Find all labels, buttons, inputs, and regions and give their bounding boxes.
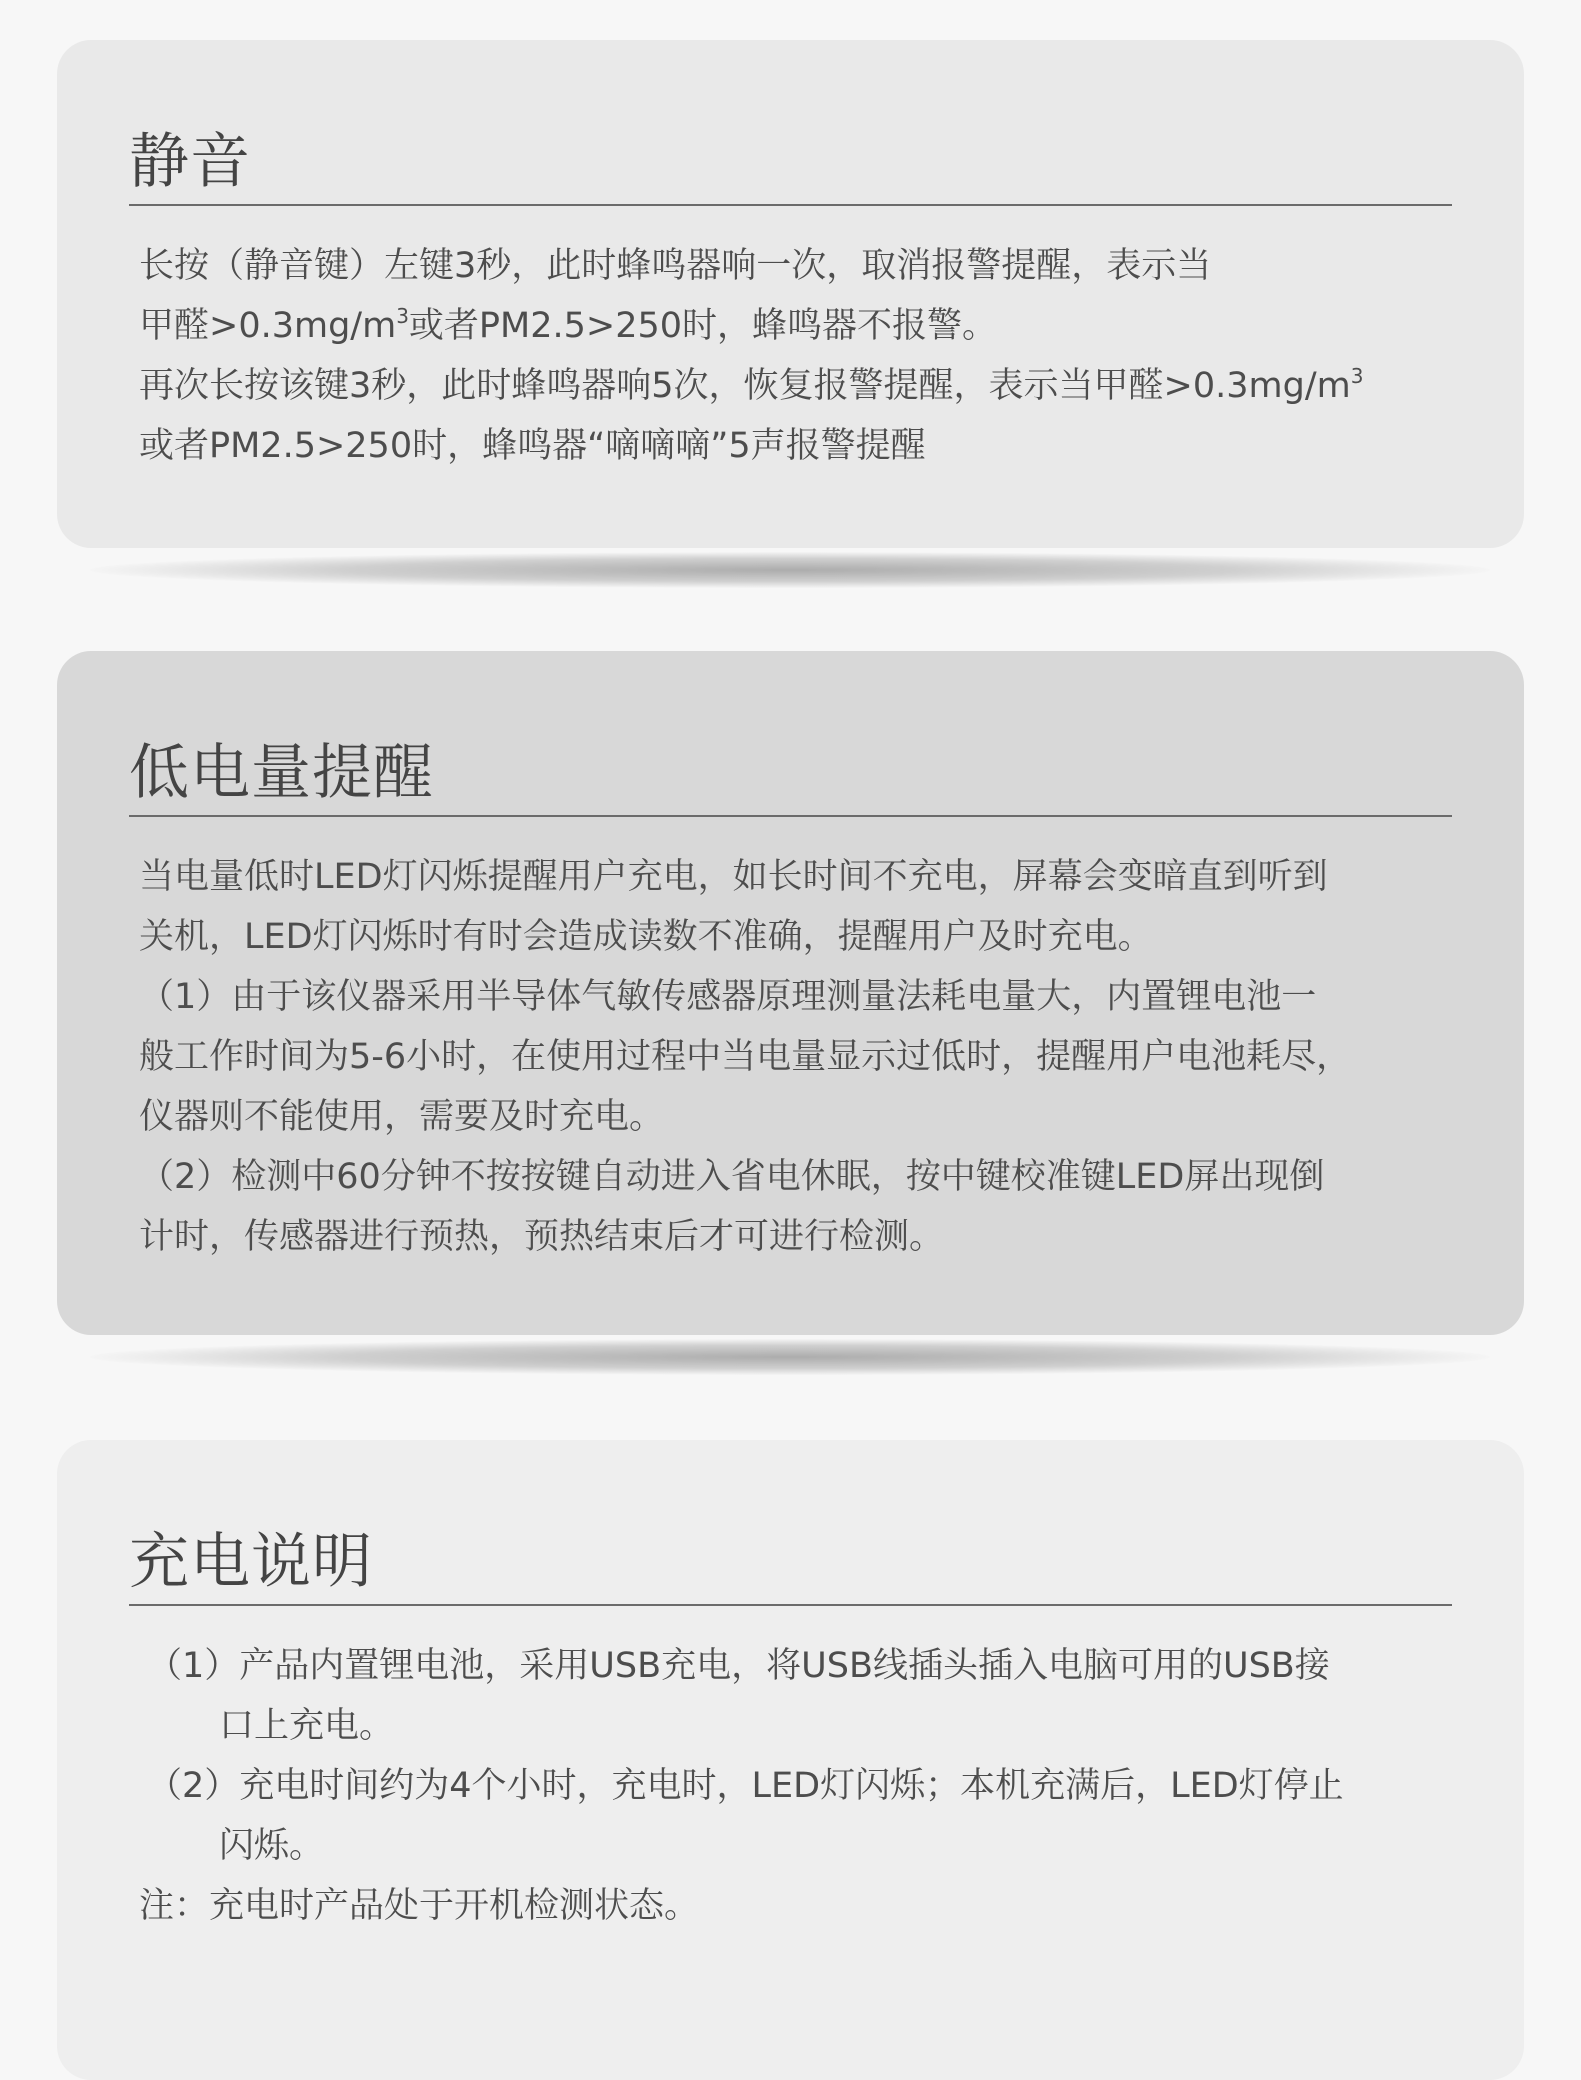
low-battery-line-5: 仪器则不能使用，需要及时充电。 [139, 1097, 665, 1137]
low-battery-card [57, 651, 1524, 1335]
charging-item-1-line-1: （1）产品内置锂电池，采用USB充电，将USB线插头插入电脑可用的USB接 [147, 1646, 1330, 1686]
mute-line-2-superscript: 3 [396, 304, 409, 328]
low-battery-line-7: 计时，传感器进行预热，预热结束后才可进行检测。 [139, 1217, 945, 1257]
charging-note: 注：充电时产品处于开机检测状态。 [139, 1886, 700, 1926]
low-battery-line-1: 当电量低时LED灯闪烁提醒用户充电，如长时间不充电，屏幕会变暗直到听到 [139, 857, 1328, 897]
charging-item-1 [129, 1636, 1452, 1756]
mute-line-2-text-a: 甲醛>0.3mg/m [139, 306, 397, 346]
low-battery-title: 低电量提醒 [129, 738, 434, 808]
low-battery-title-divider [129, 815, 1452, 817]
low-battery-line-3: （1）由于该仪器采用半导体气敏传感器原理测量法耗电量大，内置锂电池一 [139, 977, 1317, 1017]
mute-card [57, 40, 1524, 548]
mute-title: 静音 [129, 127, 251, 197]
mute-line-3-superscript: 3 [1350, 364, 1364, 388]
charging-title: 充电说明 [129, 1527, 373, 1597]
mute-title-divider [129, 204, 1452, 206]
charging-item-1-line-2: 口上充电。 [219, 1706, 395, 1746]
low-battery-line-2: 关机，LED灯闪烁时有时会造成读数不准确，提醒用户及时充电。 [139, 917, 1153, 957]
charging-item-2 [129, 1756, 1452, 1876]
mute-line-3 [139, 356, 1452, 416]
mute-line-2-text-b: 或者PM2.5>250时，蜂鸣器不报警。 [408, 306, 998, 346]
mute-line-2 [139, 296, 1452, 356]
mute-card-shadow [90, 552, 1490, 588]
charging-item-2-line-1: （2）充电时间约为4个小时，充电时，LED灯闪烁；本机充满后，LED灯停止 [147, 1766, 1344, 1806]
mute-line-1: 长按（静音键）左键3秒，此时蜂鸣器响一次，取消报警提醒，表示当 [139, 246, 1212, 286]
low-battery-card-shadow [90, 1339, 1490, 1375]
charging-title-divider [129, 1604, 1452, 1606]
charging-item-2-line-2: 闪烁。 [219, 1826, 325, 1866]
mute-line-3-text: 再次长按该键3秒，此时蜂鸣器响5次，恢复报警提醒，表示当甲醛>0.3mg/m [139, 366, 1351, 406]
charging-card [57, 1440, 1524, 2080]
mute-line-4: 或者PM2.5>250时，蜂鸣器“嘀嘀嘀”5声报警提醒 [139, 426, 926, 466]
low-battery-line-6: （2）检测中60分钟不按按键自动进入省电休眠，按中键校准键LED屏出现倒 [139, 1157, 1325, 1197]
low-battery-line-4: 般工作时间为5-6小时，在使用过程中当电量显示过低时，提醒用户电池耗尽， [139, 1037, 1352, 1077]
